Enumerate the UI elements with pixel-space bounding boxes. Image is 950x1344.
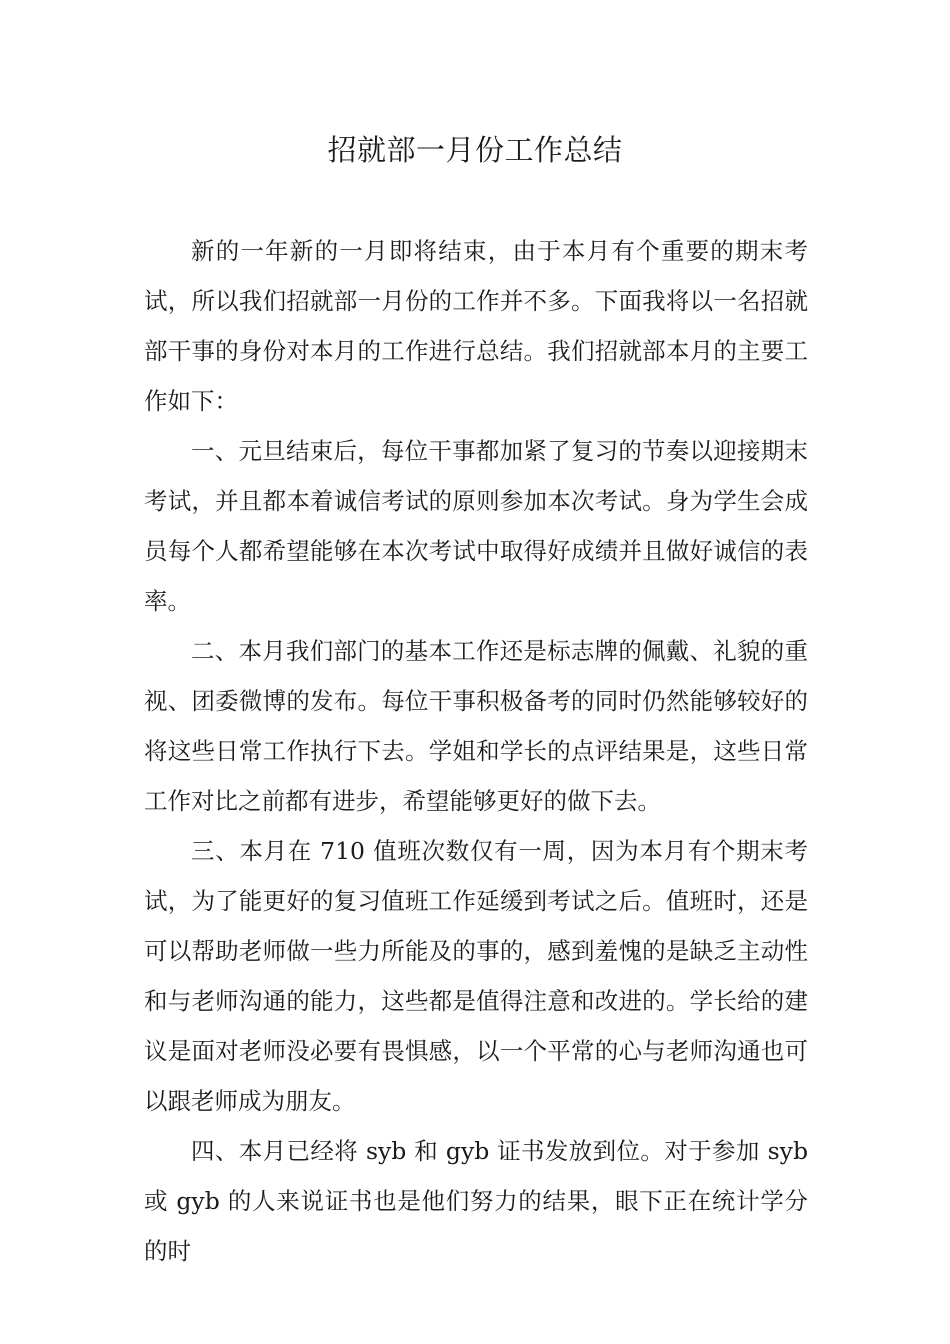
document-body bbox=[144, 226, 808, 1276]
paragraph-item-1: 一、元旦结束后，每位干事都加紧了复习的节奏以迎接期末考试，并且都本着诚信考试的原则参加本次考试。身为学生会成员每个人都希望能够在本次考试中取得好成绩并且做好诚信的表率。 bbox=[144, 437, 808, 615]
paragraph-intro: 新的一年新的一月即将结束，由于本月有个重要的期末考试，所以我们招就部一月份的工作并不多。下面我将以一名招就部干事的身份对本月的工作进行总结。我们招就部本月的主要工作如下： bbox=[144, 237, 808, 415]
paragraph-item-2: 二、本月我们部门的基本工作还是标志牌的佩戴、礼貌的重视、团委微博的发布。每位干事积极备考的同时仍然能够较好的将这些日常工作执行下去。学姐和学长的点评结果是，这些日常工作对比之前都有进步，希望能够更好的做下去。 bbox=[144, 637, 808, 815]
document-title: 招就部一月份工作总结 bbox=[327, 133, 623, 167]
paragraph-item-4: 四、本月已经将 syb 和 gyb 证书发放到位。对于参加 syb 或 gyb 的人来说证书也是他们努力的结果，眼下正在统计学分的时 bbox=[144, 1137, 808, 1265]
paragraph-item-3: 三、本月在 710 值班次数仅有一周，因为本月有个期末考试，为了能更好的复习值班工作延缓到考试之后。值班时，还是可以帮助老师做一些力所能及的事的，感到羞愧的是缺乏主动性和与老师沟通的能力，这些都是值得注意和改进的。学长给的建议是面对老师没必要有畏惧感，以一个平常的心与老师沟通也可以跟老师成为朋友。 bbox=[144, 837, 808, 1115]
